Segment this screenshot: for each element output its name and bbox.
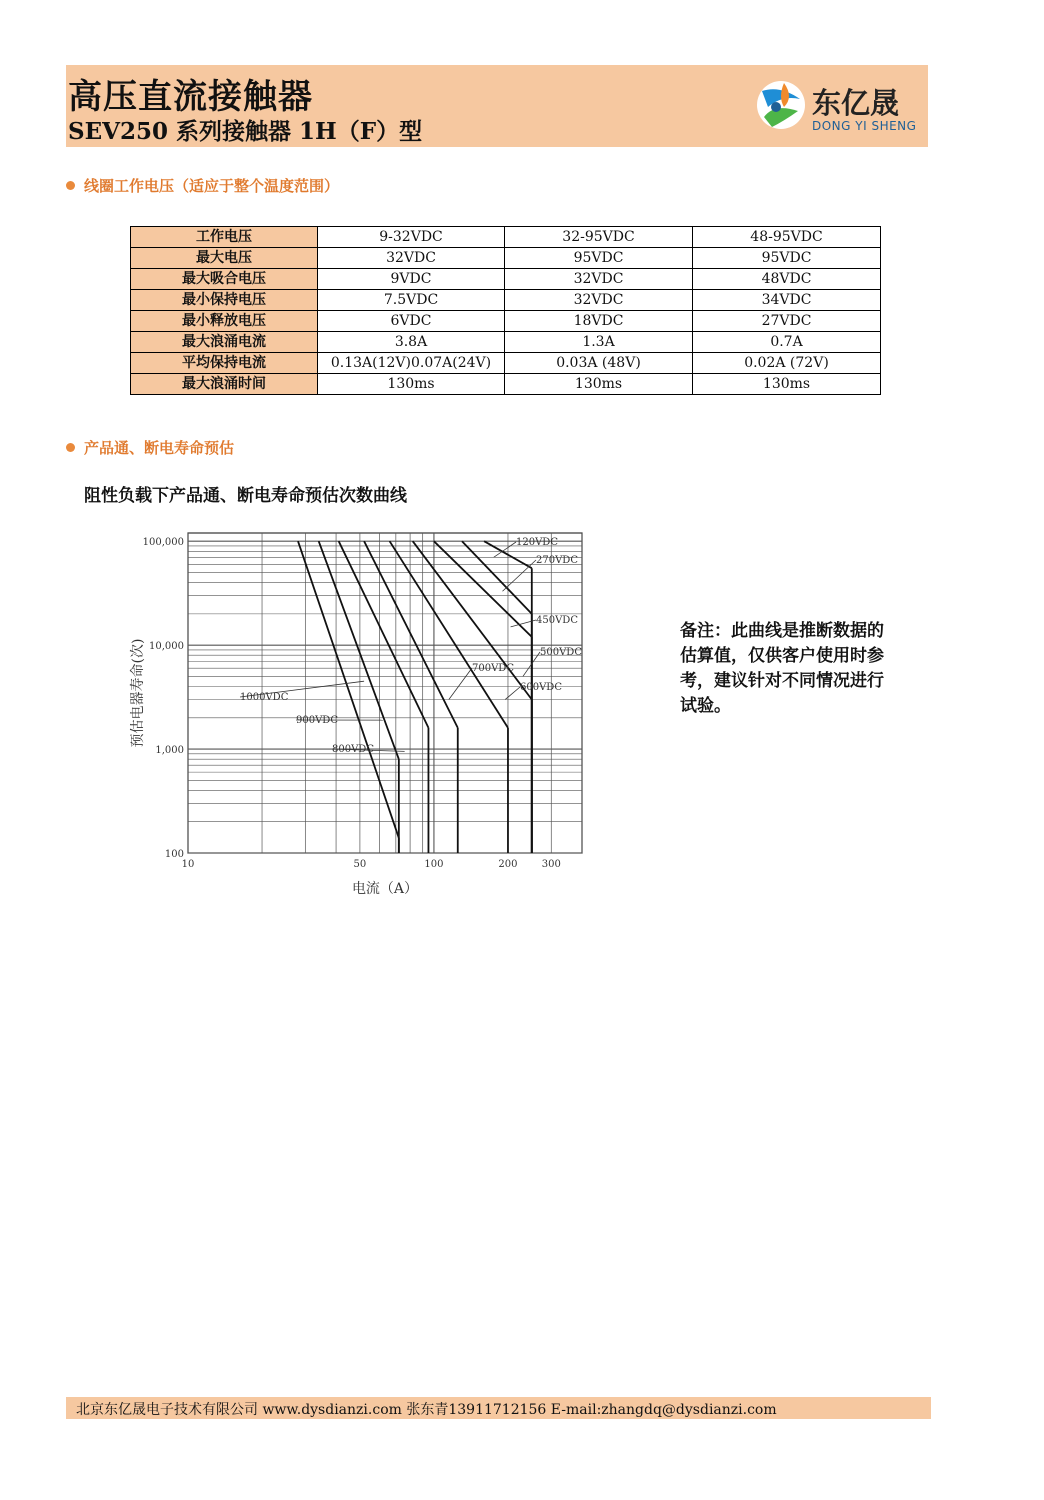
brand-logo [754, 77, 924, 137]
table-cell: 32-95VDC [505, 227, 693, 248]
table-row-label: 最大浪涌时间 [131, 374, 318, 395]
footer-contact: 北京东亿晟电子技术有限公司 www.dysdianzi.com 张东青13911712156 E-mail:zhangdq@dysdianzi.com [76, 1402, 777, 1418]
table-row [131, 248, 881, 269]
logo-mark-icon [754, 77, 808, 133]
table-cell: 130ms [318, 374, 505, 395]
table-cell: 9-32VDC [318, 227, 505, 248]
coil-voltage-table [130, 226, 881, 395]
section-heading-life [66, 437, 234, 458]
table-row [131, 269, 881, 290]
table-cell: 6VDC [318, 311, 505, 332]
chart-title: 阻性负载下产品通、断电寿命预估次数曲线 [84, 486, 407, 506]
table-row-label: 最大电压 [131, 248, 318, 269]
bullet-icon [66, 181, 75, 190]
table-row [131, 374, 881, 395]
table-cell: 48-95VDC [693, 227, 881, 248]
table-cell: 34VDC [693, 290, 881, 311]
y-tick-label: 1,000 [155, 745, 184, 757]
x-tick-label: 10 [181, 859, 195, 870]
chart-note: 备注：此曲线是推断数据的估算值，仅供客户使用时参考，建议针对不同情况进行试验。 [680, 621, 884, 716]
table-cell: 130ms [505, 374, 693, 395]
table-row-label: 工作电压 [131, 227, 318, 248]
series-label: 1000VDC [240, 692, 289, 703]
x-tick-label: 50 [353, 859, 367, 870]
series-label: 700VDC [472, 663, 514, 674]
table-row [131, 290, 881, 311]
x-tick-label: 200 [498, 859, 518, 870]
table-cell: 48VDC [693, 269, 881, 290]
series-label: 500VDC [540, 647, 582, 658]
table-row-label: 最大吸合电压 [131, 269, 318, 290]
table-row [131, 227, 881, 248]
page-header [66, 65, 928, 147]
brand-name-en: DONG YI SHENG [812, 119, 917, 133]
brand-name: 东亿晟 [812, 86, 900, 120]
series-label: 600VDC [520, 682, 562, 693]
table-cell: 3.8A [318, 332, 505, 353]
y-tick-label: 100 [164, 849, 184, 860]
y-tick-label: 100,000 [142, 537, 184, 549]
y-tick-label: 10,000 [149, 641, 184, 653]
table-cell: 1.3A [505, 332, 693, 353]
life-curve-chart [120, 525, 600, 909]
chart-svg [120, 525, 600, 905]
table-cell: 7.5VDC [318, 290, 505, 311]
section-title: 线圈工作电压（适应于整个温度范围） [84, 177, 340, 195]
table-cell: 18VDC [505, 311, 693, 332]
page-footer [66, 1397, 931, 1419]
table-row [131, 332, 881, 353]
page-subtitle: SEV250 系列接触器 1H（F）型 [68, 118, 423, 145]
table-cell: 0.03A (48V) [505, 353, 693, 374]
table-cell: 0.13A(12V)0.07A(24V) [318, 353, 505, 374]
table-cell: 0.02A (72V) [693, 353, 881, 374]
table-cell: 9VDC [318, 269, 505, 290]
table-row-label: 最小保持电压 [131, 290, 318, 311]
table-row [131, 311, 881, 332]
table-cell: 95VDC [693, 248, 881, 269]
series-label: 800VDC [332, 744, 374, 755]
page-title: 高压直流接触器 [68, 77, 313, 117]
bullet-icon [66, 443, 75, 452]
table-row-label: 最小释放电压 [131, 311, 318, 332]
section-heading-voltage [66, 175, 339, 196]
table-cell: 32VDC [318, 248, 505, 269]
table-cell: 32VDC [505, 269, 693, 290]
table-row-label: 最大浪涌电流 [131, 332, 318, 353]
x-axis-label: 电流（A） [351, 881, 419, 897]
series-label: 450VDC [536, 615, 578, 626]
table-row-label: 平均保持电流 [131, 353, 318, 374]
table-row [131, 353, 881, 374]
table-cell: 95VDC [505, 248, 693, 269]
section-title: 产品通、断电寿命预估 [84, 439, 235, 457]
series-label: 900VDC [296, 715, 338, 726]
x-tick-label: 100 [424, 859, 444, 870]
x-tick-label: 300 [541, 859, 561, 870]
series-label: 270VDC [536, 555, 578, 566]
table-cell: 32VDC [505, 290, 693, 311]
series-label: 120VDC [516, 537, 558, 548]
table-cell: 27VDC [693, 311, 881, 332]
y-axis-label: 预估电器寿命(次) [130, 638, 146, 748]
table-cell: 130ms [693, 374, 881, 395]
table-cell: 0.7A [693, 332, 881, 353]
